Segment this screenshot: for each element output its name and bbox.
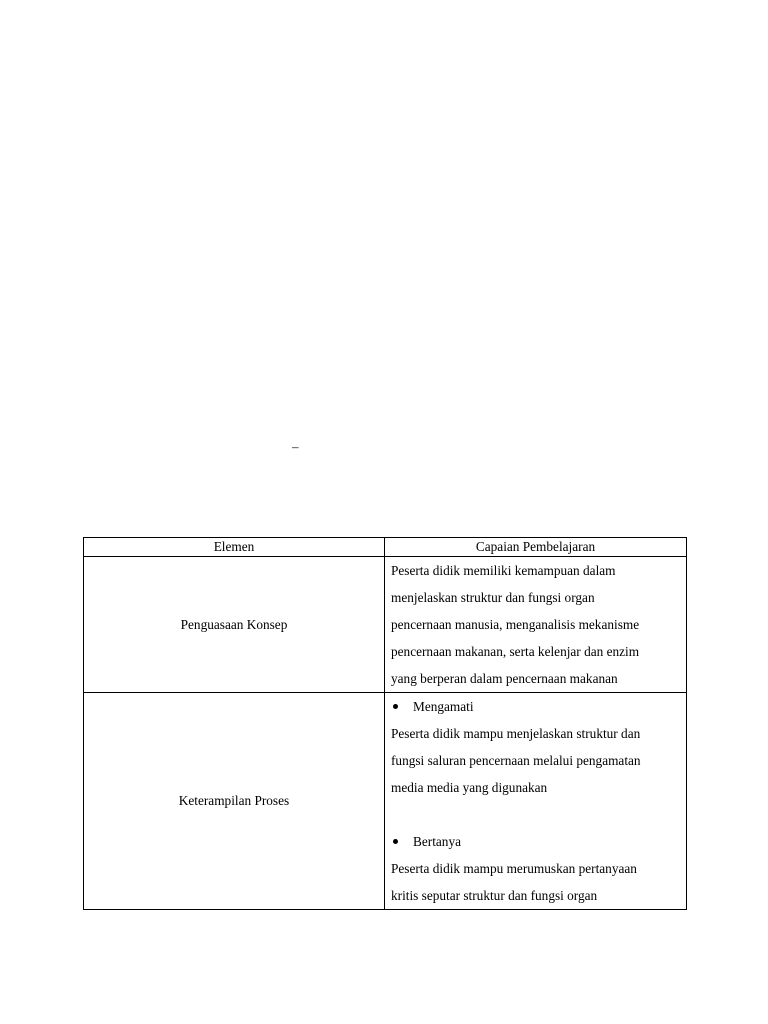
table-row: [84, 557, 687, 693]
bullet-title: Bertanya: [413, 834, 461, 849]
cp-line: media media yang digunakan: [391, 780, 548, 795]
table-row: [84, 693, 687, 910]
cp-line: yang berperan dalam pencernaan makanan: [391, 671, 618, 686]
cp-line: Peserta didik mampu menjelaskan struktur dan: [391, 726, 641, 741]
bullet-dot-icon: [393, 704, 398, 709]
capaian-cell: [385, 693, 687, 910]
bullet-item: [391, 693, 680, 720]
header-elemen: Elemen: [84, 538, 385, 557]
elemen-cell: Keterampilan Proses: [84, 693, 385, 910]
bullet-item: [391, 828, 680, 855]
learning-outcomes-table: [83, 537, 687, 910]
cp-line: fungsi saluran pencernaan melalui pengamatan: [391, 753, 641, 768]
cp-line: pencernaan manusia, menganalisis mekanisme: [391, 617, 640, 632]
cp-line: pencernaan makanan, serta kelenjar dan enzim: [391, 644, 640, 659]
cp-line: Peserta didik memiliki kemampuan dalam: [391, 563, 616, 578]
blank-line: [391, 801, 680, 828]
cp-line: menjelaskan struktur dan fungsi organ: [391, 590, 595, 605]
bullet-dot-icon: [393, 839, 398, 844]
elemen-cell: Penguasaan Konsep: [84, 557, 385, 693]
cp-line: kritis seputar struktur dan fungsi organ: [391, 888, 598, 903]
dash-mark: –: [292, 439, 299, 454]
cp-line: Peserta didik mampu merumuskan pertanyaan: [391, 861, 637, 876]
capaian-cell: [385, 557, 687, 693]
header-capaian-pembelajaran: Capaian Pembelajaran: [385, 538, 687, 557]
table-header-row: [84, 538, 687, 557]
bullet-title: Mengamati: [413, 699, 474, 714]
